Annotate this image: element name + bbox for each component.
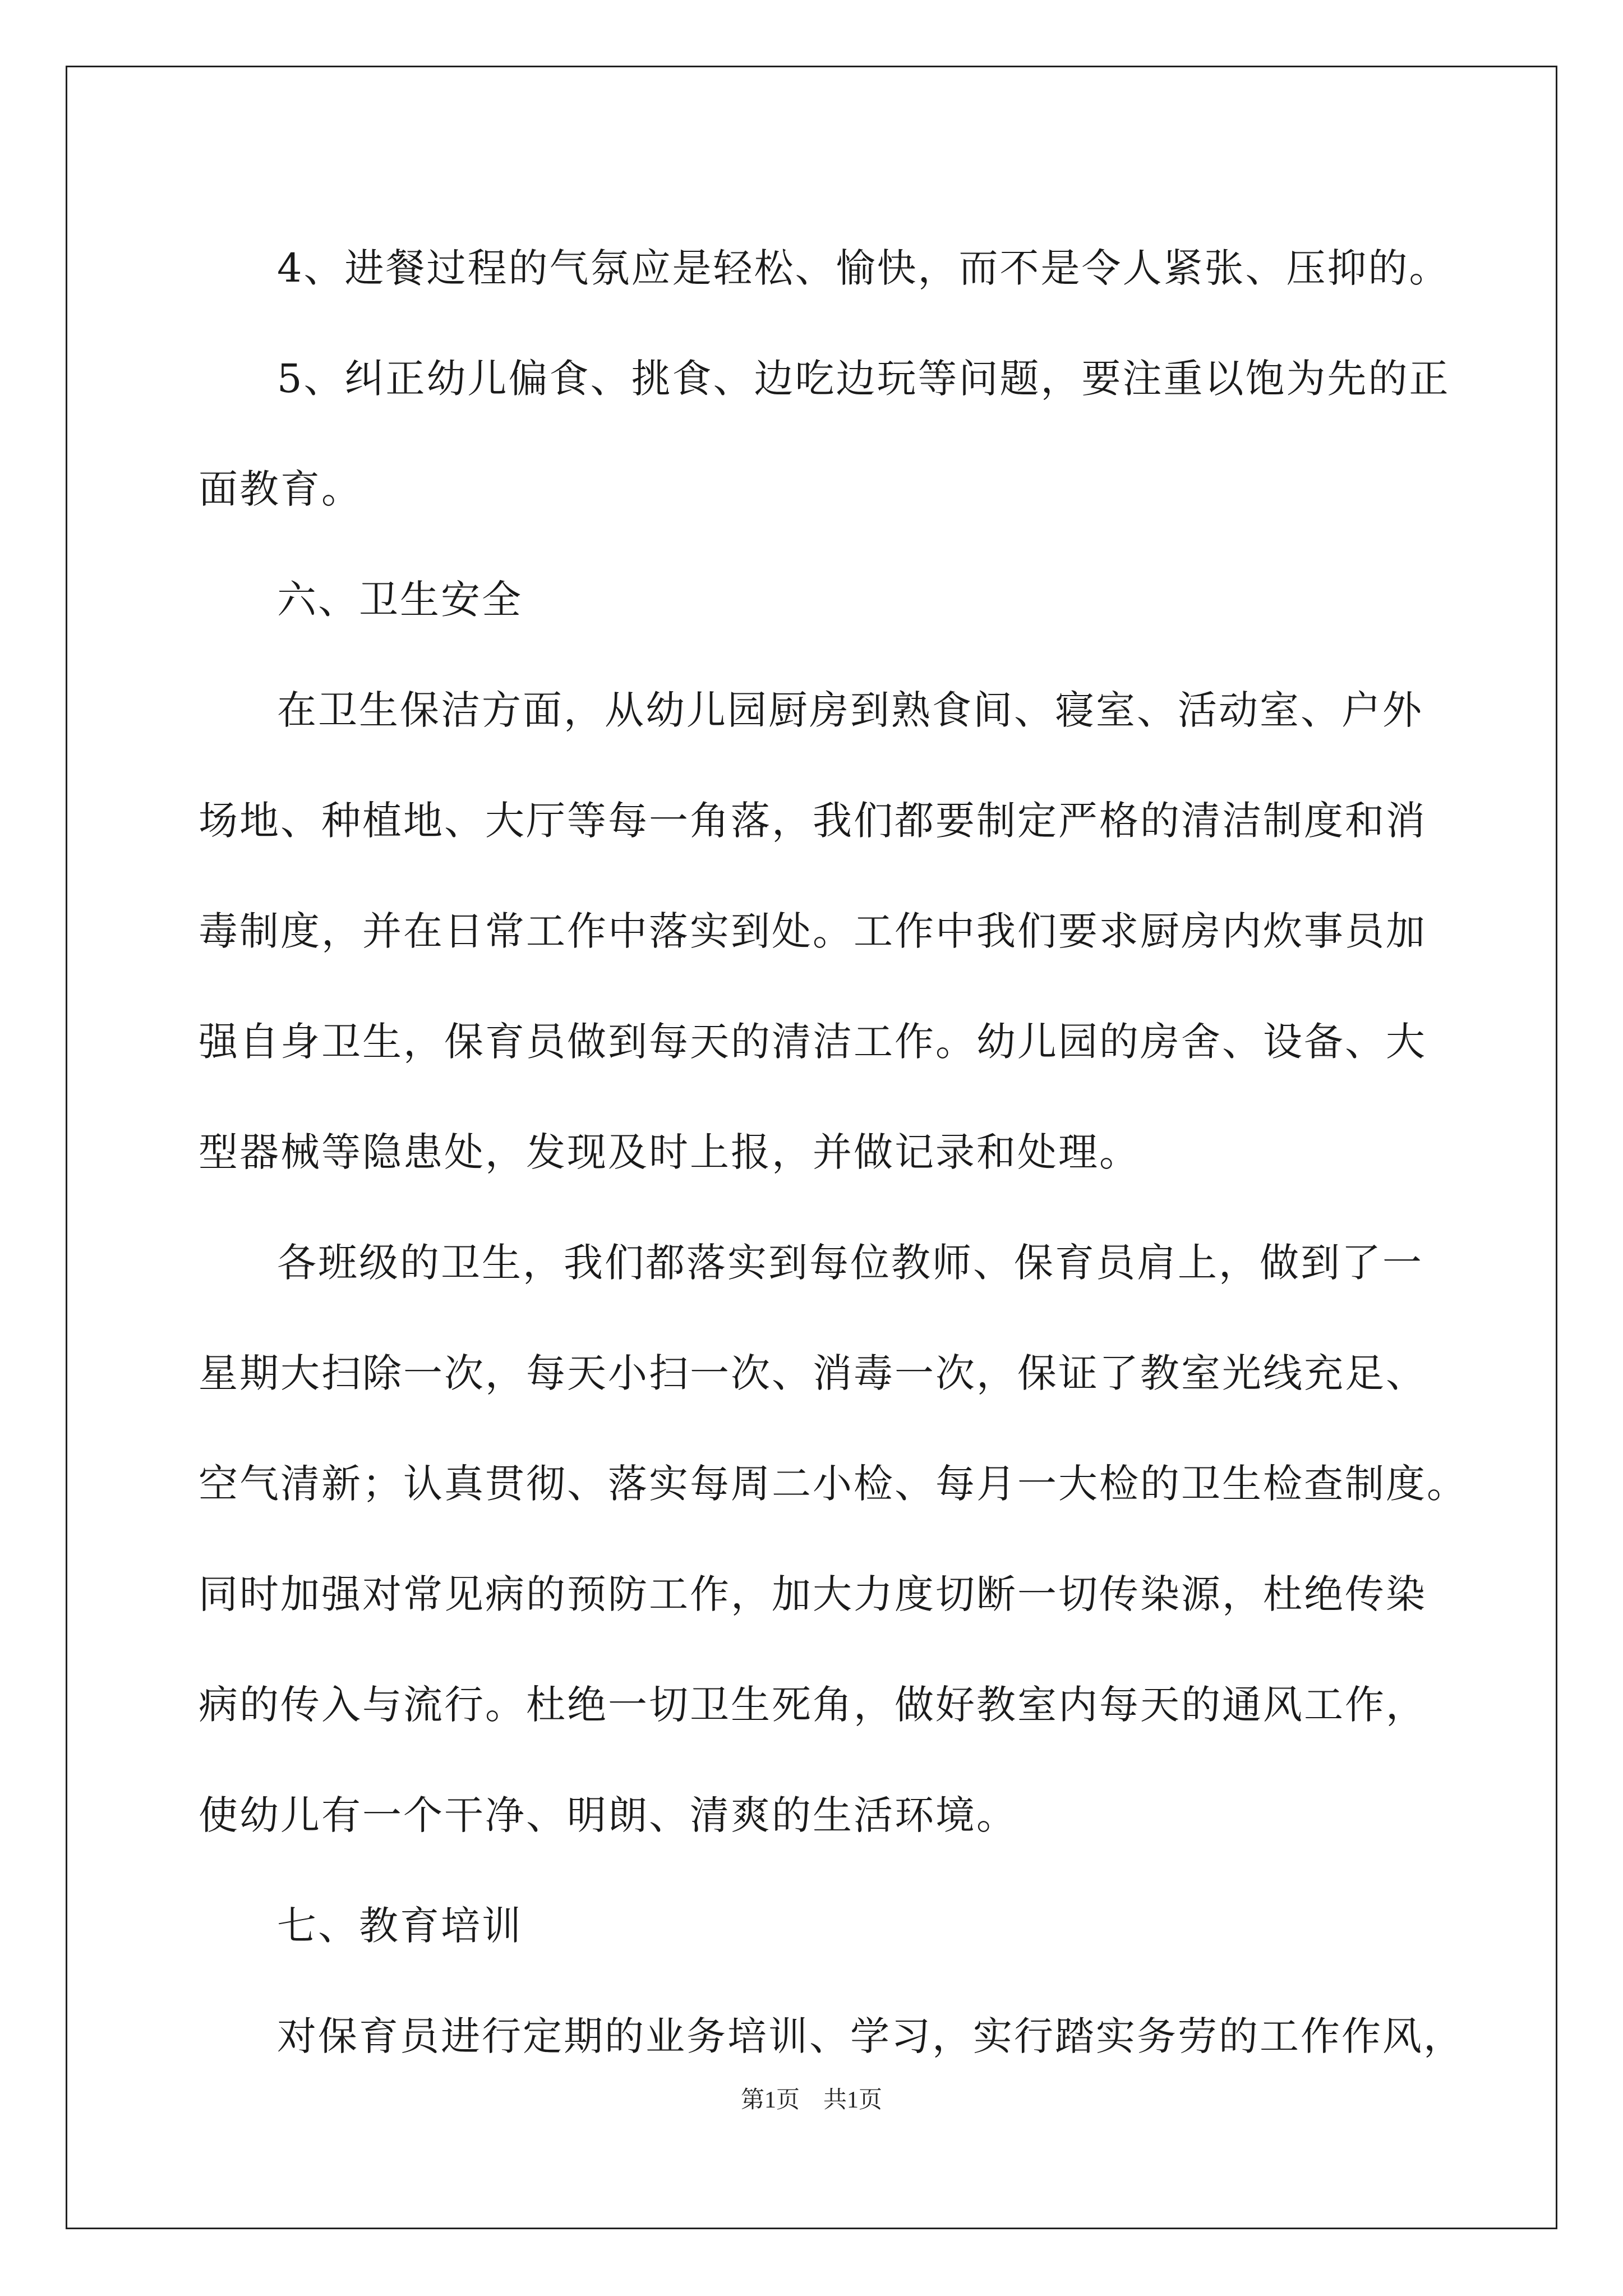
paragraph-line: 4、进餐过程的气氛应是轻松、愉快，而不是令人紧张、压抑的。 <box>277 245 1450 291</box>
paragraph-line: 场地、种植地、大厅等每一角落，我们都要制定严格的清洁制度和消 <box>199 798 1427 844</box>
paragraph-line: 同时加强对常见病的预防工作，加大力度切断一切传染源，杜绝传染 <box>199 1571 1427 1617</box>
paragraph-line: 强自身卫生，保育员做到每天的清洁工作。幼儿园的房舍、设备、大 <box>199 1019 1427 1065</box>
paragraph-line: 5、纠正幼儿偏食、挑食、边吃边玩等问题，要注重以饱为先的正 <box>277 356 1450 402</box>
paragraph-line: 使幼儿有一个干净、明朗、清爽的生活环境。 <box>199 1792 1017 1838</box>
paragraph-line: 在卫生保洁方面，从幼儿园厨房到熟食间、寝室、活动室、户外 <box>277 687 1423 733</box>
paragraph-line: 星期大扫除一次，每天小扫一次、消毒一次，保证了教室光线充足、 <box>199 1350 1427 1396</box>
section-heading: 七、教育培训 <box>277 1903 523 1949</box>
paragraph-line: 病的传入与流行。杜绝一切卫生死角，做好教室内每天的通风工作， <box>199 1682 1427 1728</box>
section-heading: 六、卫生安全 <box>277 577 523 623</box>
document-body <box>199 213 1468 2092</box>
paragraph-line: 对保育员进行定期的业务培训、学习，实行踏实务劳的工作作风， <box>277 2013 1464 2059</box>
page-number-footer: 第1页 共1页 <box>740 2087 882 2113</box>
paragraph-line: 型器械等隐患处，发现及时上报，并做记录和处理。 <box>199 1129 1140 1175</box>
paragraph-line: 空气清新；认真贯彻、落实每周二小检、每月一大检的卫生检查制度。 <box>199 1461 1468 1507</box>
paragraph-line: 各班级的卫生，我们都落实到每位教师、保育员肩上，做到了一 <box>277 1240 1423 1286</box>
paragraph-line: 毒制度，并在日常工作中落实到处。工作中我们要求厨房内炊事员加 <box>199 908 1427 954</box>
paragraph-line: 面教育。 <box>199 466 362 512</box>
